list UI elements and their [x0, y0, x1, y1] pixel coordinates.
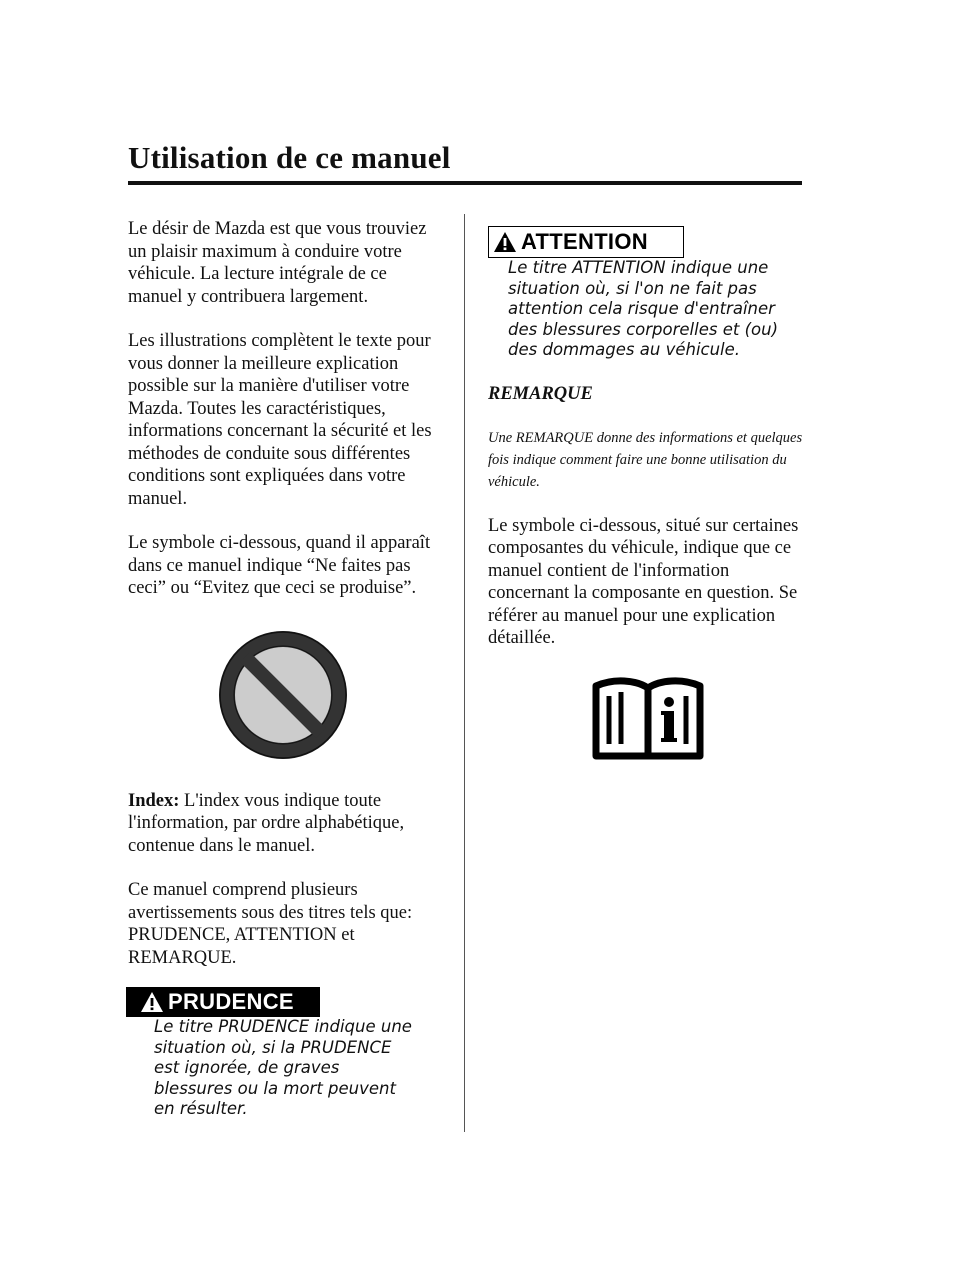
attention-label: ATTENTION [521, 228, 648, 254]
attention-text: Le titre ATTENTION indique une situation où, si l'on ne fait pas attention cela risque d'entraîner des blessures corporelles et (ou) des dommages au véhicule. [508, 258, 779, 359]
open-book-info-icon [592, 672, 704, 760]
page-title: Utilisation de ce manuel [128, 140, 451, 175]
right-column [488, 226, 808, 760]
index-paragraph [128, 790, 438, 858]
manual-symbol-paragraph: Le symbole ci-dessous, situé sur certaines composantes du véhicule, indique que ce manuel contient de l'information concernant la composante en question. Se référer au manuel pour une explication détaillée. [488, 515, 799, 648]
prudence-text: Le titre PRUDENCE indique une situation où, si la PRUDENCE est ignorée, de graves blessures ou la mort peuvent en résulter. [154, 1017, 412, 1118]
warning-triangle-icon [140, 991, 164, 1013]
index-text: L'index vous indique toute l'information, par ordre alphabétique, contenue dans le manuel. [128, 790, 405, 856]
illustrations-paragraph: Les illustrations complètent le texte pour vous donner la meilleure explication possible sur la manière d'utiliser votre Mazda. Toutes les caractéristiques, informations concernant la sécurité et les méthodes de conduite sous différentes conditions sont expliquées dans votre manuel. [128, 331, 432, 509]
prudence-banner [126, 987, 320, 1017]
attention-banner [488, 226, 684, 258]
remarque-text: Une REMARQUE donne des informations et quelques fois indique comment faire une bonne utilisation du véhicule. [488, 429, 803, 490]
index-label: Index: [128, 790, 180, 811]
left-column [128, 218, 438, 1142]
column-divider [464, 214, 465, 1132]
warnings-paragraph: Ce manuel comprend plusieurs avertissements sous des titres tels que: PRUDENCE, ATTENTION et REMARQUE. [128, 880, 413, 968]
prohibition-symbol [128, 622, 438, 770]
remarque-title: REMARQUE [488, 383, 593, 404]
symbol-paragraph: Le symbole ci-dessous, quand il apparaît dans ce manuel indique “Ne faites pas ceci” ou “Evitez que ceci se produise”. [128, 533, 431, 598]
prohibition-icon [218, 630, 348, 760]
intro-paragraph: Le désir de Mazda est que vous trouviez un plaisir maximum à conduire votre véhicule. La lecture intégrale de ce manuel y contribuera largement. [128, 219, 427, 307]
warning-triangle-icon [493, 231, 517, 253]
prudence-label: PRUDENCE [168, 988, 294, 1014]
title-rule [128, 181, 802, 185]
manual-symbol [488, 672, 808, 760]
